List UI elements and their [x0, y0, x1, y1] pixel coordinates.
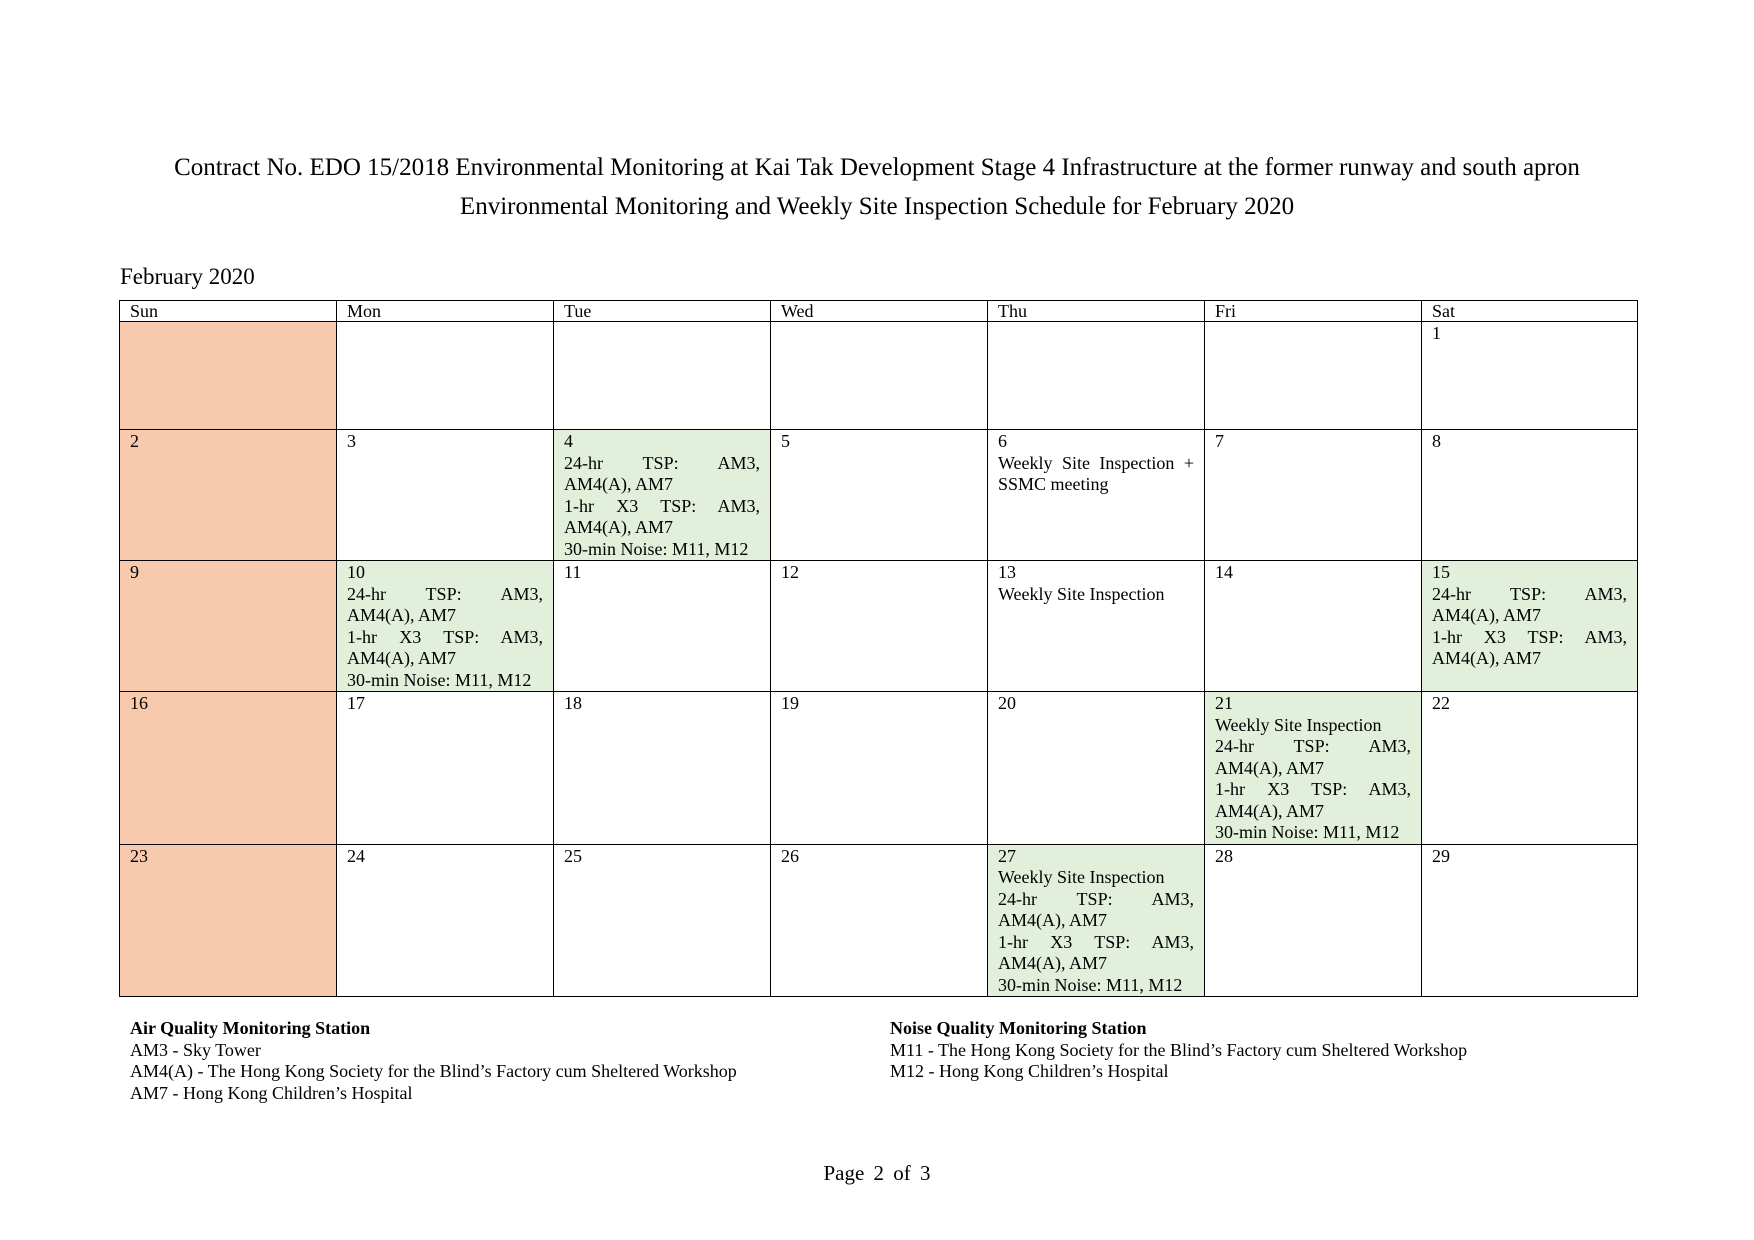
weekday-header-mon: Mon — [337, 301, 554, 322]
schedule-entry: 24-hr TSP: AM3, AM4(A), AM7 — [1215, 736, 1411, 778]
calendar-day-cell-tue — [554, 430, 771, 561]
day-number: 1 — [1432, 323, 1441, 343]
calendar-week-row — [120, 844, 1638, 997]
day-number: 15 — [1432, 562, 1450, 582]
air-quality-legend — [130, 1018, 737, 1104]
schedule-entry: 30-min Noise: M11, M12 — [347, 669, 532, 690]
day-number: 6 — [998, 431, 1007, 451]
weekday-header-sat: Sat — [1422, 301, 1638, 322]
day-number: 29 — [1432, 845, 1450, 866]
document-title — [0, 148, 1754, 226]
day-number: 22 — [1432, 693, 1450, 713]
calendar-week-row — [120, 430, 1638, 561]
calendar-day-cell-wed — [771, 844, 988, 997]
schedule-entry: 30-min Noise: M11, M12 — [1215, 822, 1400, 842]
schedule-entry: 24-hr TSP: AM3, AM4(A), AM7 — [564, 452, 760, 494]
calendar-day-cell-fri — [1205, 844, 1422, 997]
schedule-entry: 24-hr TSP: AM3, AM4(A), AM7 — [998, 888, 1194, 930]
day-number: 16 — [130, 693, 148, 713]
schedule-entry: Weekly Site Inspection — [998, 867, 1165, 887]
calendar-week-row — [120, 561, 1638, 692]
calendar-week-row — [120, 692, 1638, 845]
weekday-header-tue: Tue — [554, 301, 771, 322]
weekday-header-wed: Wed — [771, 301, 988, 322]
schedule-entry: 1-hr X3 TSP: AM3, AM4(A), AM7 — [1215, 779, 1411, 821]
calendar-day-cell-tue — [554, 692, 771, 845]
day-number: 24 — [347, 845, 365, 866]
calendar-day-cell-thu — [988, 561, 1205, 692]
schedule-entry: Weekly Site Inspection + SSMC meeting — [998, 452, 1194, 494]
calendar-day-cell-tue — [554, 561, 771, 692]
page-number: Page 2 of 3 — [823, 1161, 931, 1185]
noise-legend-item: M11 - The Hong Kong Society for the Blind’s Factory cum Sheltered Workshop — [890, 1039, 1468, 1060]
day-number: 8 — [1432, 431, 1441, 451]
day-number: 2 — [130, 431, 139, 451]
calendar-day-cell-wed — [771, 430, 988, 561]
day-number: 4 — [564, 431, 573, 451]
schedule-entry: 1-hr X3 TSP: AM3, AM4(A), AM7 — [347, 626, 543, 668]
schedule-entry: 1-hr X3 TSP: AM3, AM4(A), AM7 — [564, 495, 760, 537]
day-number: 10 — [347, 562, 365, 582]
schedule-entry: 1-hr X3 TSP: AM3, AM4(A), AM7 — [998, 931, 1194, 973]
calendar-day-cell-thu — [988, 322, 1205, 430]
schedule-entry: 30-min Noise: M11, M12 — [564, 538, 749, 559]
calendar-day-cell-mon — [337, 322, 554, 430]
calendar-day-cell-sat — [1422, 844, 1638, 997]
day-number: 27 — [998, 845, 1016, 866]
title-line-2: Environmental Monitoring and Weekly Site Inspection Schedule for February 2020 — [459, 193, 1295, 220]
day-number: 5 — [781, 431, 790, 451]
calendar-day-cell-fri — [1205, 430, 1422, 561]
day-number: 14 — [1215, 562, 1233, 582]
day-number: 17 — [347, 693, 365, 713]
schedule-entry: 30-min Noise: M11, M12 — [998, 974, 1183, 995]
day-number: 13 — [998, 562, 1016, 582]
calendar-day-cell-sat — [1422, 561, 1638, 692]
schedule-entry: 24-hr TSP: AM3, AM4(A), AM7 — [347, 583, 543, 625]
calendar-day-cell-mon — [337, 561, 554, 692]
calendar-table — [119, 300, 1638, 997]
noise-legend-item: M12 - Hong Kong Children’s Hospital — [890, 1061, 1169, 1081]
air-legend-item: AM4(A) - The Hong Kong Society for the Blind’s Factory cum Sheltered Workshop — [130, 1061, 737, 1081]
day-number: 12 — [781, 562, 799, 582]
day-number: 7 — [1215, 431, 1224, 451]
calendar-day-cell-fri — [1205, 322, 1422, 430]
calendar-day-cell-sun — [120, 561, 337, 692]
calendar-day-cell-wed — [771, 692, 988, 845]
calendar-day-cell-thu — [988, 844, 1205, 997]
day-number: 19 — [781, 693, 799, 713]
calendar-day-cell-sat — [1422, 692, 1638, 845]
air-legend-item: AM3 - Sky Tower — [130, 1039, 261, 1060]
calendar-day-cell-mon — [337, 692, 554, 845]
day-number: 18 — [564, 693, 582, 713]
weekday-header-sun: Sun — [120, 301, 337, 322]
calendar-day-cell-sat — [1422, 430, 1638, 561]
day-number: 21 — [1215, 693, 1233, 713]
weekday-header-row — [120, 301, 1638, 322]
calendar-day-cell-fri — [1205, 561, 1422, 692]
calendar-day-cell-mon — [337, 844, 554, 997]
weekday-header-fri: Fri — [1205, 301, 1422, 322]
day-number: 23 — [130, 845, 148, 866]
schedule-entry: 24-hr TSP: AM3, AM4(A), AM7 — [1432, 583, 1627, 625]
calendar-week-row — [120, 322, 1638, 430]
schedule-entry: 1-hr X3 TSP: AM3, AM4(A), AM7 — [1432, 626, 1627, 668]
weekday-header-thu: Thu — [988, 301, 1205, 322]
calendar-day-cell-thu — [988, 692, 1205, 845]
day-number: 3 — [347, 431, 356, 451]
calendar-day-cell-sun — [120, 430, 337, 561]
calendar-day-cell-fri — [1205, 692, 1422, 845]
calendar-day-cell-sun — [120, 322, 337, 430]
calendar-day-cell-sun — [120, 692, 337, 845]
day-number: 25 — [564, 845, 582, 866]
calendar-day-cell-sun — [120, 844, 337, 997]
calendar-month-label: February 2020 — [120, 264, 255, 289]
calendar-day-cell-wed — [771, 561, 988, 692]
calendar-day-cell-tue — [554, 322, 771, 430]
schedule-entry: Weekly Site Inspection — [998, 583, 1165, 604]
calendar-day-cell-thu — [988, 430, 1205, 561]
day-number: 28 — [1215, 845, 1233, 866]
title-line-1: Contract No. EDO 15/2018 Environmental Monitoring at Kai Tak Development Stage 4 Infrastructure at the former runway and south apron — [174, 154, 1580, 181]
air-legend-heading: Air Quality Monitoring Station — [130, 1018, 371, 1038]
day-number: 26 — [781, 845, 799, 866]
calendar-day-cell-mon — [337, 430, 554, 561]
noise-quality-legend — [890, 1018, 1467, 1083]
calendar-day-cell-wed — [771, 322, 988, 430]
noise-legend-heading: Noise Quality Monitoring Station — [890, 1018, 1147, 1038]
schedule-entry: Weekly Site Inspection — [1215, 714, 1382, 735]
day-number: 11 — [564, 562, 582, 582]
day-number: 9 — [130, 562, 139, 582]
day-number: 20 — [998, 693, 1016, 713]
air-legend-item: AM7 - Hong Kong Children’s Hospital — [130, 1082, 413, 1103]
calendar-day-cell-sat — [1422, 322, 1638, 430]
calendar-day-cell-tue — [554, 844, 771, 997]
